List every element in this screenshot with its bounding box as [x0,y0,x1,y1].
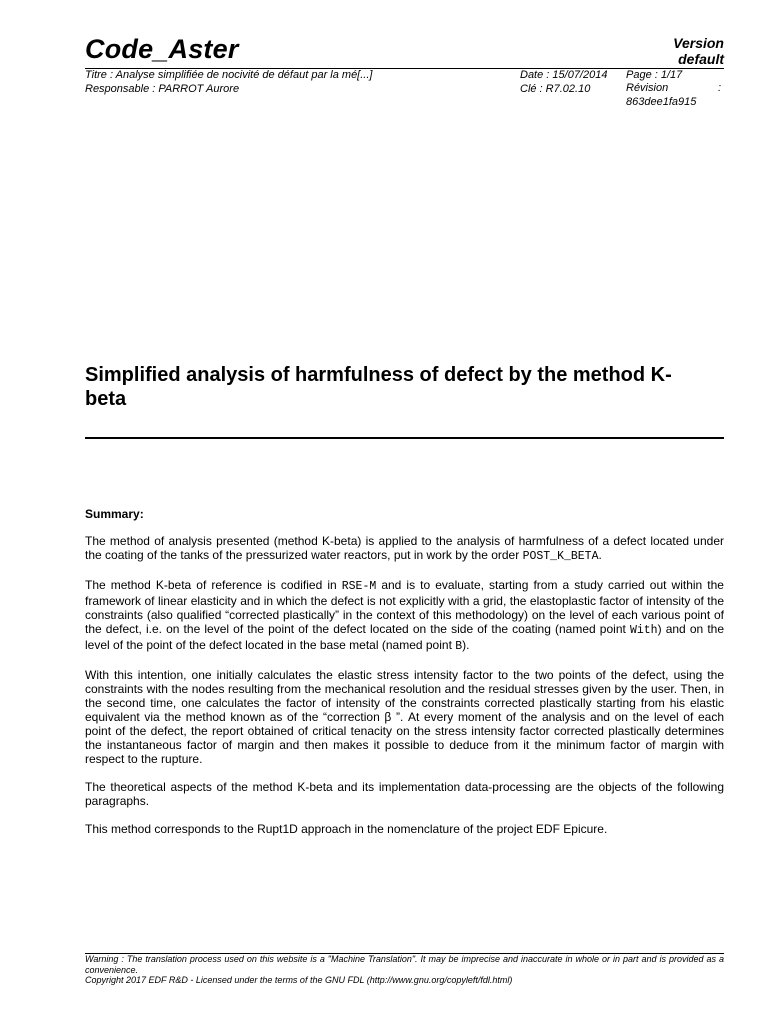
summary-paragraph-2 [85,578,724,654]
code-point-b: B [455,640,463,653]
paragraph-text: ). [462,638,470,652]
footer [85,954,724,986]
header-responsible-field: Responsable : PARROT Aurore [85,83,240,95]
header-page-field: Page : 1/17 [626,69,683,81]
paragraph-text: . [598,548,602,562]
code-point-with: With [629,624,658,637]
code-aster-logo: Code_Aster [85,34,239,64]
version-label [673,35,724,67]
paragraph-text: ) and on the level of the point of the defect located in the base metal (named point [85,622,724,652]
document-title: Simplified analysis of harmfulness of defect by the method K-beta [85,364,672,410]
version-line-2: default [678,51,724,67]
title-divider [85,437,724,439]
header-revision-label: Révision [626,82,669,94]
header-title-field: Titre : Analyse simplifiée de nocivité de défaut par la mé[...] [85,69,373,81]
header-key-field: Clé : R7.02.10 [520,83,591,95]
summary-heading: Summary: [85,507,144,521]
summary-paragraph-5: This method corresponds to the Rupt1D approach in the nomenclature of the project EDF Epicure. [85,822,608,836]
paragraph-text: and is to evaluate, starting from a study carried out within the framework of linear elasticity and in which the defect is not explicitly with a grid, the elastoplastic factor of intensity of the constraints (also qualified “corrected plastically” in the context of this methodology) on the level of each various point of the defect, i.e. on the level of the point of the defect located on the side of the coating (named point [85,578,724,636]
footer-warning: Warning : The translation process used on this website is a "Machine Translation". It may be imprecise and inaccurate in whole or in part and is provided as a convenience. [85,954,724,975]
summary-body [85,534,724,850]
version-line-1: Version [673,35,724,51]
paragraph-text: The method K-beta of reference is codified in [85,578,342,592]
summary-paragraph-3: With this intention, one initially calculates the elastic stress intensity factor to the two points of the defect, using the constraints with the nodes resulting from the mechanical resolution and the residual stresses given by the user. Then, in the second time, one calculates the factor of intensity of the constraints corrected plastically starting from his elastic equivalent via the method known as of the “correction β ”. At every moment of the analysis and on the level of each point of the defect, the report obtained of critical tenacity on the stress intensity factor corrected plastically determines the instantaneous factor of margin and then makes it possible to deduce from it the minimum factor of margin with respect to the rupture. [85,668,724,766]
footer-copyright: Copyright 2017 EDF R&D - Licensed under the terms of the GNU FDL (http://www.gnu.org/copyleft/fdl.html) [85,975,513,985]
summary-paragraph-4: The theoretical aspects of the method K-beta and its implementation data-processing are the objects of the following paragraphs. [85,780,724,808]
code-post-k-beta: POST_K_BETA [522,550,599,563]
paragraph-text: The method of analysis presented (method K-beta) is applied to the analysis of harmfulness of a defect located under the coating of the tanks of the pressurized water reactors, put in work by the order [85,534,724,562]
code-rse-m: RSE-M [341,580,377,593]
summary-paragraph-1 [85,534,724,564]
header-revision-colon: : [718,82,722,94]
header-revision-value: 863dee1fa915 [626,96,697,108]
header-date-field: Date : 15/07/2014 [520,69,608,81]
